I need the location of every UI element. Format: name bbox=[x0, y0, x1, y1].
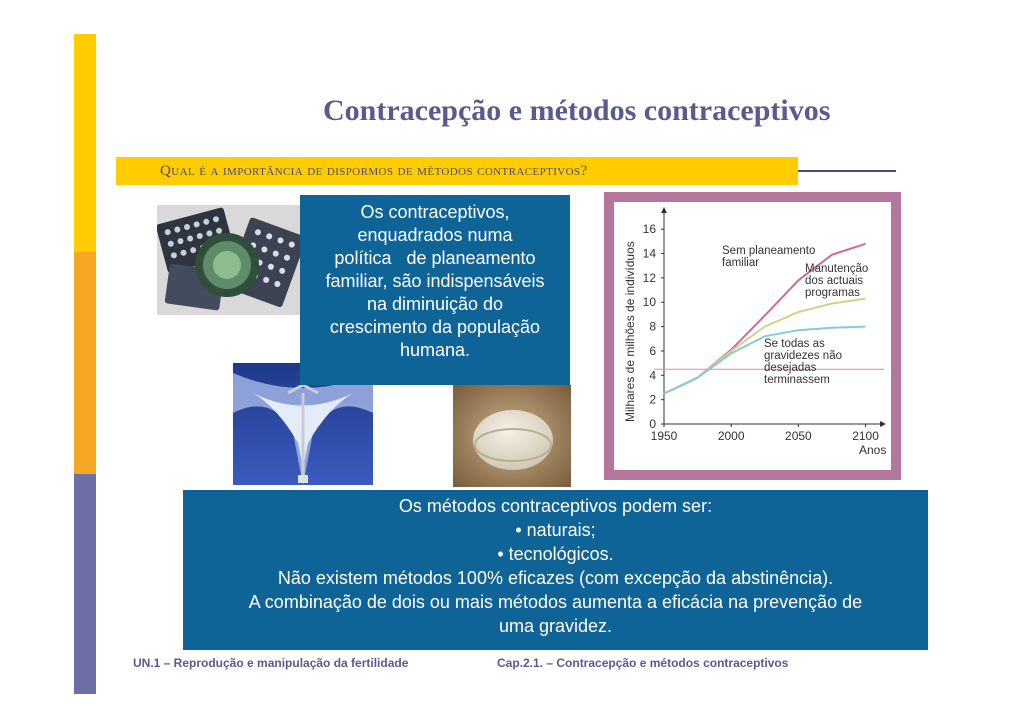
annotation-0 bbox=[722, 245, 815, 269]
info-line: crescimento da população bbox=[329, 317, 541, 337]
annotation-line: Sem planeamento bbox=[722, 245, 816, 257]
annotation-1 bbox=[805, 263, 868, 299]
pill-packs-photo bbox=[157, 205, 300, 315]
annotation-2 bbox=[764, 338, 842, 386]
footer-chapter: Cap.2.1. – Contracepção e métodos contraceptivos bbox=[497, 656, 789, 670]
y-tick-label: 12 bbox=[642, 270, 656, 285]
annotation-line: familiar bbox=[722, 257, 760, 269]
chart-area bbox=[614, 202, 891, 470]
y-tick-label: 16 bbox=[642, 222, 656, 237]
methods-bullet-tecnologicos: • tecnológicos. bbox=[497, 544, 614, 564]
methods-line: Não existem métodos 100% eficazes (com excepção da abstinência). bbox=[277, 568, 834, 588]
annotation-line: dos actuais bbox=[805, 275, 864, 287]
footer-unit: UN.1 – Reprodução e manipulação da fertilidade bbox=[133, 656, 409, 670]
y-axis-arrow bbox=[661, 207, 667, 213]
population-chart bbox=[614, 202, 891, 470]
x-tick-label: 2000 bbox=[717, 429, 745, 443]
y-tick-label: 10 bbox=[642, 295, 656, 310]
annotation-line: Manutenção bbox=[805, 263, 869, 275]
y-tick-label: 14 bbox=[642, 246, 656, 261]
annotation-line: programas bbox=[805, 287, 860, 299]
x-axis-arrow bbox=[880, 421, 886, 427]
info-box bbox=[300, 195, 570, 385]
methods-bullet-naturais: • naturais; bbox=[515, 520, 596, 540]
info-line: Os contraceptivos, bbox=[360, 202, 510, 222]
left-stripe-orange bbox=[74, 252, 96, 474]
chart-frame bbox=[604, 192, 901, 480]
info-line: enquadrados numa bbox=[357, 225, 513, 245]
x-tick-label: 1950 bbox=[650, 429, 678, 443]
slide-title: Contracepção e métodos contraceptivos bbox=[323, 94, 831, 127]
diaphragm-photo bbox=[453, 385, 571, 487]
annotation-line: terminassem bbox=[764, 374, 830, 386]
y-tick-label: 8 bbox=[649, 319, 656, 334]
x-tick-label: 2100 bbox=[852, 429, 879, 443]
info-line: política de planeamento bbox=[334, 248, 536, 268]
y-tick-label: 2 bbox=[649, 392, 656, 407]
methods-line: uma gravidez. bbox=[498, 616, 613, 636]
methods-line: Os métodos contraceptivos podem ser: bbox=[398, 496, 713, 516]
annotation-line: gravidezes não bbox=[764, 350, 842, 362]
methods-line: A combinação de dois ou mais métodos aumenta a eficácia na prevenção de bbox=[248, 592, 863, 612]
y-tick-label: 6 bbox=[649, 343, 656, 358]
y-tick-label: 4 bbox=[649, 368, 656, 383]
info-line: na diminuição do bbox=[366, 294, 504, 314]
y-axis-label: Milhares de milhões de indivíduos bbox=[623, 241, 637, 422]
info-line: familiar, são indispensáveis bbox=[325, 271, 545, 291]
question-underline bbox=[798, 170, 896, 172]
annotation-line: desejadas bbox=[764, 362, 817, 374]
annotation-line: Se todas as bbox=[764, 338, 825, 350]
x-axis-label: Anos bbox=[859, 443, 887, 457]
question-text: Qual é a importância de dispormos de métodos contraceptivos? bbox=[160, 163, 588, 179]
left-stripe-yellow bbox=[74, 34, 96, 252]
left-stripe-purple bbox=[74, 474, 96, 694]
methods-box bbox=[183, 490, 928, 650]
x-tick-label: 2050 bbox=[785, 429, 812, 443]
info-line: humana. bbox=[399, 340, 471, 360]
y-tick-label: 0 bbox=[649, 417, 656, 431]
